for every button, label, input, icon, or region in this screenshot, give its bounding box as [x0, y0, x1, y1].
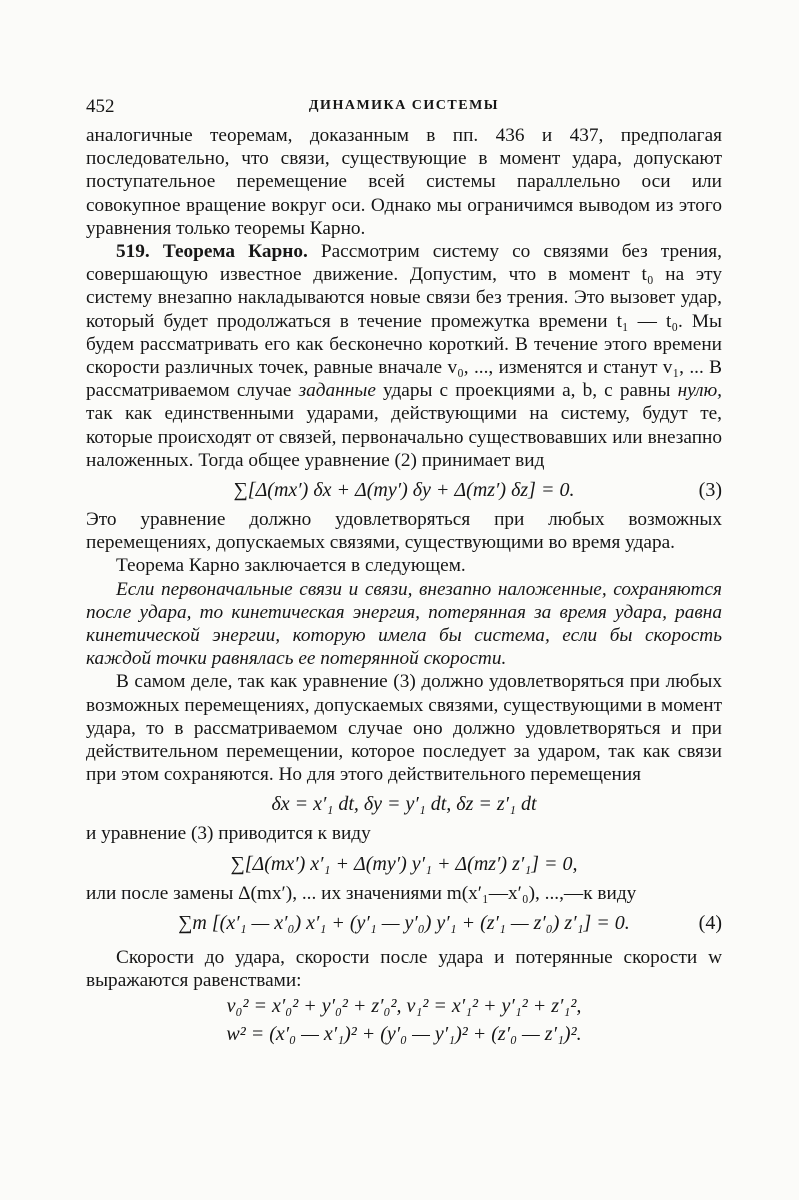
equation-4-number: (4)	[698, 911, 722, 934]
book-page	[86, 90, 722, 1048]
emphasis-zero: нулю,	[677, 380, 722, 402]
displacement-equation-body: δx = x′₁ dt, δy = y′₁ dt, δz = z′₁ dt	[271, 793, 537, 816]
velocity-equation-body: v₀² = x′₀² + y′₀² + z′₀², v₁² = x′₁² + y′₁² + z′₁²,	[226, 995, 582, 1018]
paragraph-2-part-c: так как единственными ударами, действующими на систему, будут те, которые происходят от связей, первоначально существовавших или внезапно наложенных. Тогда общее уравнение (2) принимает вид	[86, 403, 722, 471]
theorem-statement: Если первоначальные связи и связи, внезапно наложенные, сохраняются после удара, то кинетическая энергия, потерянная за время удара, равна кинетической энергии, которую имела бы система, если бы скорость каждой точки равнялась ее потерянной скорости.	[86, 578, 722, 670]
lost-velocity-equation	[86, 1020, 722, 1048]
equation-reduced-body: ∑[Δ(mx′) x′₁ + Δ(my′) y′₁ + Δ(mz′) z′₁] = 0,	[230, 852, 578, 875]
paragraph-8: Скорости до удара, скорости после удара и потерянные скорости w выражаются равенствами:	[86, 946, 722, 992]
emphasis-given: заданные	[298, 380, 376, 402]
equation-3-number: (3)	[698, 479, 722, 502]
paragraph-7: или после замены Δ(mx′), ... их значениями m(x′₁—x′₀), ...,—к виду	[86, 882, 637, 904]
running-title: ДИНАМИКА СИСТЕМЫ	[308, 98, 500, 113]
page-number: 452	[86, 96, 115, 117]
equation-3-body: ∑[Δ(mx′) δx + Δ(my′) δy + Δ(mz′) δz] = 0.	[233, 479, 575, 502]
paragraph-2	[86, 240, 722, 472]
equation-4	[86, 908, 722, 938]
equation-3	[86, 475, 722, 505]
paragraph-2-part-b: удары с проекциями a, b, c равны	[383, 380, 671, 402]
velocity-equation	[86, 992, 722, 1020]
section-heading: 519. Теорема Карно.	[116, 241, 308, 263]
page-header	[86, 90, 722, 116]
displacement-equation	[86, 789, 722, 819]
paragraph-3: Это уравнение должно удовлетворяться при любых возможных перемещениях, допускаемых связями, существующими во время удара.	[86, 509, 722, 554]
paragraph-1: аналогичные теоремам, доказанным в пп. 436 и 437, предполагая последовательно, что связи, существующие в момент удара, допускают поступательное перемещение всей системы параллельно оси или совокупное вращение вокруг оси. Однако мы ограничимся выводом из этого уравнения только теоремы Карно.	[86, 125, 722, 239]
equation-reduced	[86, 849, 722, 879]
lost-velocity-equation-body: w² = (x′₀ — x′₁)² + (y′₀ — y′₁)² + (z′₀ — z′₁)².	[226, 1023, 582, 1046]
paragraph-2-part-a: Рассмотрим систему со связями без трения, совершающую известное движение. Допустим, что в момент t₀ на эту систему внезапно накладываются новые связи без трения. Это вызовет удар, который будет продолжаться в течение промежутка времени t₁ — t₀. Мы будем рассматривать его как бесконечно короткий. В течение этого времени скорости различных точек, равные вначале v₀, ..., изменятся и станут v₁, ... В рассматриваемом случае	[86, 241, 722, 402]
body-text	[86, 124, 722, 1048]
paragraph-4: Теорема Карно заключается в следующем.	[116, 555, 466, 577]
equation-4-body: ∑m [(x′₁ — x′₀) x′₁ + (y′₁ — y′₀) y′₁ + (z′₁ — z′₀) z′₁] = 0.	[178, 911, 630, 934]
paragraph-5: В самом деле, так как уравнение (3) должно удовлетворяться при любых возможных перемещениях, допускаемых связями, существующими в момент удара, то в рассматриваемом случае оно должно удовлетворяться и при действительном перемещении, которое последует за ударом, так как связи при этом сохраняются. Но для этого действительного перемещения	[86, 671, 722, 786]
paragraph-6: и уравнение (3) приводится к виду	[86, 823, 371, 845]
